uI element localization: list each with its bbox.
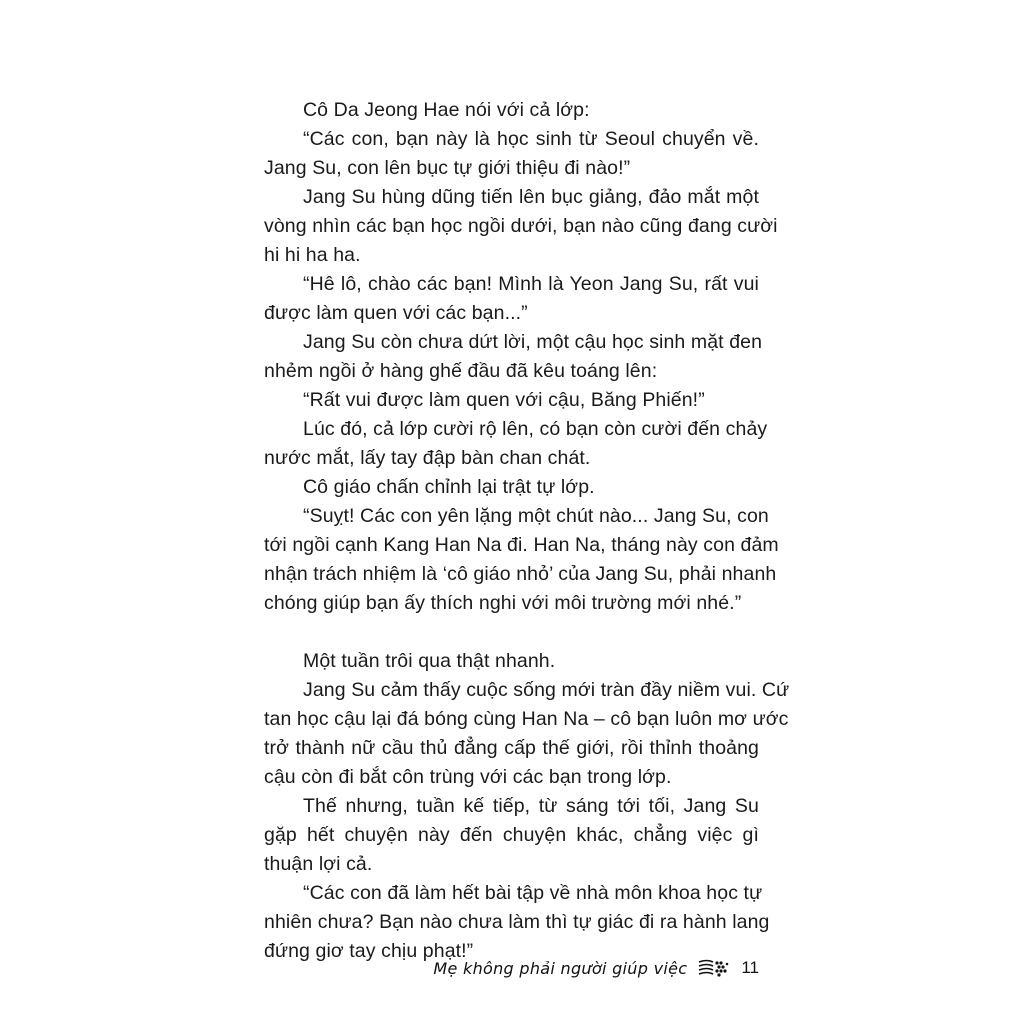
text-line: “Rất vui được làm quen với cậu, Băng Phiến!” — [303, 389, 705, 411]
text-line: Jang Su còn chưa dứt lời, một cậu học sinh mặt đen — [303, 331, 763, 353]
paragraph-gap — [264, 618, 759, 647]
text-line: Jang Su hùng dũng tiến lên bục giảng, đảo mắt một — [303, 186, 759, 208]
page-number: 11 — [741, 958, 759, 977]
text-line: nước mắt, lấy tay đập bàn chan chát. — [264, 447, 591, 469]
text-line: Lúc đó, cả lớp cười rộ lên, có bạn còn cười đến chảy — [303, 418, 768, 440]
running-title: Mẹ không phải người giúp việc — [433, 958, 688, 978]
text-line: nhận trách nhiệm là ‘cô giáo nhỏ’ của Jang Su, phải nhanh — [264, 563, 777, 585]
text-line: “Các con đã làm hết bài tập về nhà môn khoa học tự — [303, 882, 763, 904]
text-line: hi hi ha ha. — [264, 244, 361, 266]
text-line: Jang Su cảm thấy cuộc sống mới tràn đầy niềm vui. Cứ — [303, 679, 790, 701]
text-line: tan học cậu lại đá bóng cùng Han Na – cô bạn luôn mơ ước — [264, 708, 789, 730]
text-line: Cô giáo chấn chỉnh lại trật tự lớp. — [303, 476, 595, 498]
text-line: đứng giơ tay chịu phạt!” — [264, 940, 474, 962]
text-line: nhẻm ngồi ở hàng ghế đầu đã kêu toáng lên: — [264, 360, 658, 382]
text-line: “Các con, bạn này là học sinh từ Seoul chuyển về. — [303, 128, 759, 150]
text-line: Thế nhưng, tuần kế tiếp, từ sáng tới tối, Jang Su — [303, 795, 759, 817]
text-line: nhiên chưa? Bạn nào chưa làm thì tự giác đi ra hành lang — [264, 911, 770, 933]
text-line: được làm quen với các bạn...” — [264, 302, 528, 324]
text-line: trở thành nữ cầu thủ đẳng cấp thế giới, rồi thỉnh thoảng — [264, 737, 759, 759]
text-line: Jang Su, con lên bục tự giới thiệu đi nào!” — [264, 157, 631, 179]
page-footer — [420, 952, 759, 984]
text-line: tới ngồi cạnh Kang Han Na đi. Han Na, tháng này con đảm — [264, 534, 779, 556]
book-fan-ornament-icon — [697, 958, 731, 978]
text-line: gặp hết chuyện này đến chuyện khác, chẳng việc gì — [264, 824, 759, 846]
text-line: cậu còn đi bắt côn trùng với các bạn trong lớp. — [264, 766, 672, 788]
text-line: vòng nhìn các bạn học ngồi dưới, bạn nào cũng đang cười — [264, 215, 778, 237]
text-line: thuận lợi cả. — [264, 853, 373, 875]
text-line: Một tuần trôi qua thật nhanh. — [303, 650, 556, 672]
text-line: Cô Da Jeong Hae nói với cả lớp: — [303, 99, 590, 121]
body-text — [264, 96, 790, 966]
text-line: chóng giúp bạn ấy thích nghi với môi trường mới nhé.” — [264, 592, 742, 614]
text-line: “Hê lô, chào các bạn! Mình là Yeon Jang Su, rất vui — [303, 273, 759, 295]
text-line: “Suỵt! Các con yên lặng một chút nào... Jang Su, con — [303, 505, 769, 527]
